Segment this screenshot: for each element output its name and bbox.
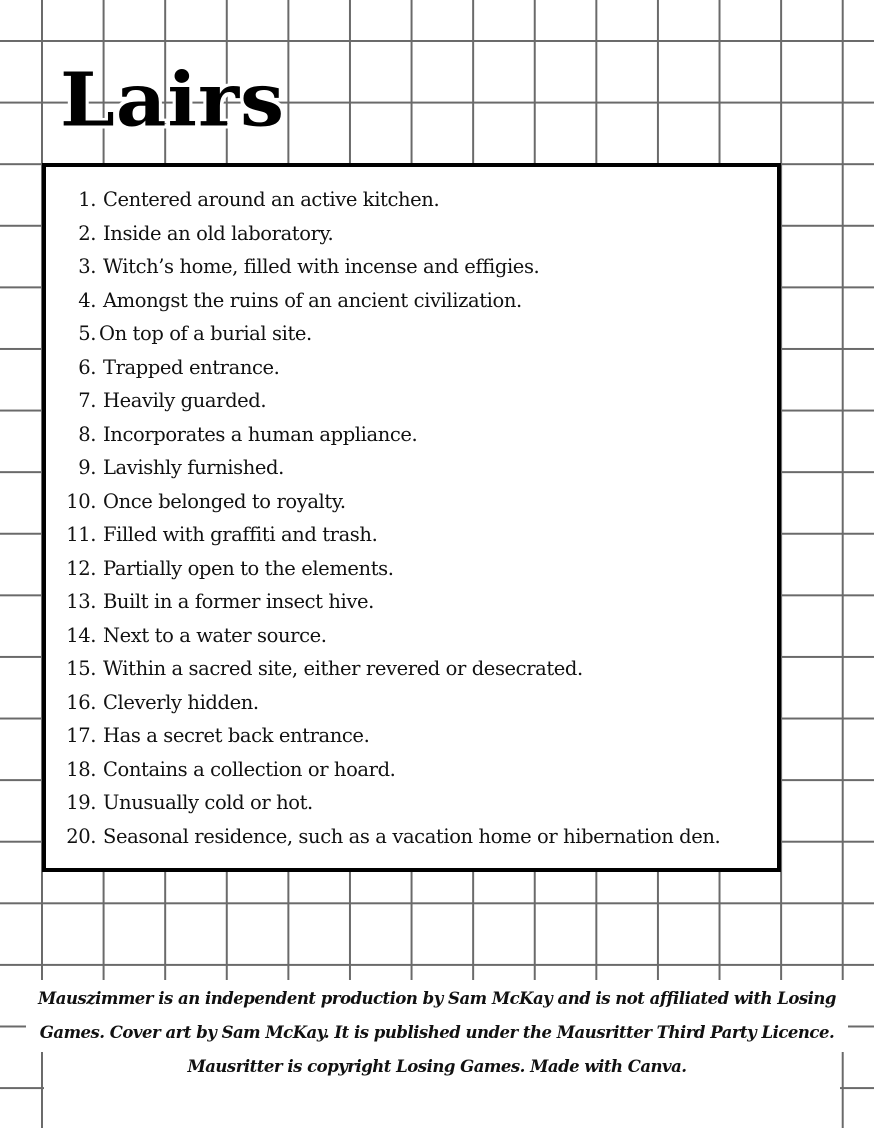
item-text: Partially open to the elements. bbox=[103, 556, 394, 580]
list-item bbox=[46, 590, 777, 624]
item-number: 9. bbox=[78, 456, 96, 479]
list-item bbox=[46, 724, 777, 758]
item-text: Filled with graffiti and trash. bbox=[103, 523, 378, 546]
page-title: Lairs bbox=[60, 57, 286, 144]
item-number: 19. bbox=[66, 791, 96, 814]
list-item bbox=[46, 791, 777, 825]
list-item bbox=[46, 188, 777, 222]
list-item bbox=[46, 825, 777, 859]
list-item bbox=[46, 691, 777, 725]
list-item bbox=[46, 289, 777, 323]
footer-text: Games. Cover art by Sam McKay. It is published under the Mausritter Third Party Licence. bbox=[26, 1014, 848, 1052]
list-item bbox=[46, 624, 777, 658]
item-text: Seasonal residence, such as a vacation home or hibernation den. bbox=[103, 824, 721, 848]
footer-line bbox=[0, 1050, 874, 1084]
item-number: 20. bbox=[66, 824, 96, 848]
item-number: 18. bbox=[66, 757, 96, 781]
list-item bbox=[46, 490, 777, 524]
footer-line bbox=[0, 1016, 874, 1050]
item-text: Lavishly furnished. bbox=[103, 456, 284, 479]
list-item bbox=[46, 557, 777, 591]
item-text: Cleverly hidden. bbox=[103, 690, 259, 714]
item-text: Once belonged to royalty. bbox=[103, 489, 346, 513]
footer-text: Mausritter is copyright Losing Games. Made with Canva. bbox=[173, 1048, 700, 1086]
item-number: 10. bbox=[66, 489, 96, 513]
item-text: Inside an old laboratory. bbox=[103, 221, 334, 245]
item-number: 14. bbox=[66, 623, 96, 647]
list-item bbox=[46, 322, 777, 356]
list-item bbox=[46, 222, 777, 256]
item-text: Amongst the ruins of an ancient civilization. bbox=[103, 288, 522, 312]
item-number: 7. bbox=[78, 389, 96, 412]
item-number: 3. bbox=[78, 255, 96, 278]
item-number: 1. bbox=[78, 188, 96, 211]
item-number: 11. bbox=[66, 523, 96, 546]
list-item bbox=[46, 657, 777, 691]
footer-text: Mauszimmer is an independent production by Sam McKay and is not affiliated with Losing bbox=[24, 980, 850, 1018]
list-item bbox=[46, 456, 777, 490]
credits-footer bbox=[0, 982, 874, 1084]
item-number: 12. bbox=[66, 556, 96, 580]
item-text: Contains a collection or hoard. bbox=[103, 757, 396, 781]
item-number: 4. bbox=[78, 288, 96, 312]
list-item bbox=[46, 389, 777, 423]
item-text: Unusually cold or hot. bbox=[103, 791, 313, 814]
list-item bbox=[46, 523, 777, 557]
lairs-table-box bbox=[42, 163, 781, 872]
item-number: 17. bbox=[66, 724, 96, 747]
item-text: Incorporates a human appliance. bbox=[103, 422, 418, 446]
list-item bbox=[46, 758, 777, 792]
item-text: Witch’s home, filled with incense and effigies. bbox=[103, 255, 540, 278]
item-text: Next to a water source. bbox=[103, 623, 327, 647]
item-number: 5. bbox=[78, 322, 96, 345]
item-text: Within a sacred site, either revered or desecrated. bbox=[103, 657, 583, 680]
item-text: Heavily guarded. bbox=[103, 389, 267, 412]
list-item bbox=[46, 356, 777, 390]
item-number: 6. bbox=[78, 355, 96, 379]
item-text: Has a secret back entrance. bbox=[103, 724, 370, 747]
item-number: 8. bbox=[78, 422, 96, 446]
item-number: 13. bbox=[66, 590, 96, 613]
item-text: Trapped entrance. bbox=[103, 355, 280, 379]
item-text: Built in a former insect hive. bbox=[103, 590, 374, 613]
item-number: 2. bbox=[78, 221, 96, 245]
item-number: 15. bbox=[66, 657, 96, 680]
footer-line bbox=[0, 982, 874, 1016]
item-number: 16. bbox=[66, 690, 96, 714]
list-item bbox=[46, 255, 777, 289]
lairs-list bbox=[46, 188, 777, 858]
item-text: Centered around an active kitchen. bbox=[103, 188, 440, 211]
item-text: On top of a burial site. bbox=[99, 322, 312, 345]
list-item bbox=[46, 423, 777, 457]
